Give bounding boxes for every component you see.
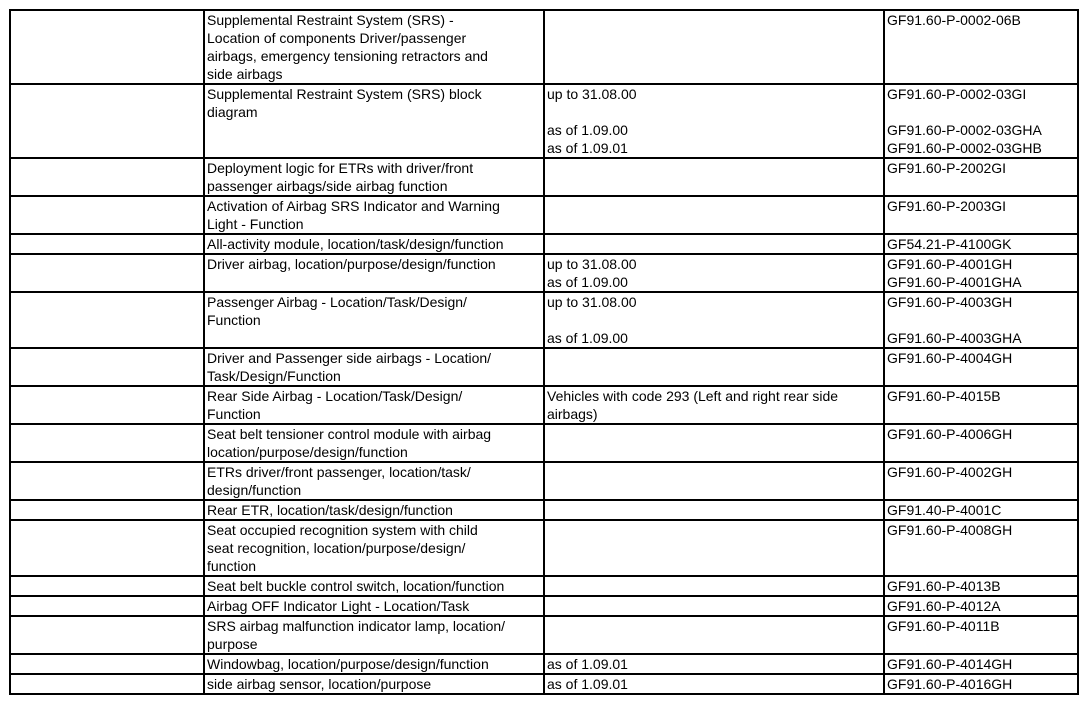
description-cell: Seat occupied recognition system with child seat recognition, location/purpose/design/ function xyxy=(204,520,544,576)
description-cell: Rear ETR, location/task/design/function xyxy=(204,500,544,520)
document-number-cell: GF91.60-P-4013B xyxy=(884,576,1078,596)
table-row xyxy=(10,616,1078,654)
description-cell: All-activity module, location/task/design/function xyxy=(204,234,544,254)
condition-cell xyxy=(544,596,884,616)
table-row xyxy=(10,10,1078,84)
blank-cell xyxy=(10,576,204,596)
document-number-cell: GF91.40-P-4001C xyxy=(884,500,1078,520)
table-row xyxy=(10,654,1078,674)
description-cell: ETRs driver/front passenger, location/task/ design/function xyxy=(204,462,544,500)
description-cell: Seat belt tensioner control module with airbag location/purpose/design/function xyxy=(204,424,544,462)
condition-cell: as of 1.09.01 xyxy=(544,654,884,674)
table-row xyxy=(10,576,1078,596)
description-cell: Passenger Airbag - Location/Task/Design/ Function xyxy=(204,292,544,348)
table-row xyxy=(10,500,1078,520)
description-cell: Windowbag, location/purpose/design/function xyxy=(204,654,544,674)
document-reference-table xyxy=(9,9,1079,695)
table-body xyxy=(10,10,1078,694)
document-number-cell: GF91.60-P-4016GH xyxy=(884,674,1078,694)
document-number-cell: GF91.60-P-4002GH xyxy=(884,462,1078,500)
description-cell: Seat belt buckle control switch, location/function xyxy=(204,576,544,596)
document-number-cell: GF91.60-P-4011B xyxy=(884,616,1078,654)
description-cell: Deployment logic for ETRs with driver/front passenger airbags/side airbag function xyxy=(204,158,544,196)
blank-cell xyxy=(10,386,204,424)
condition-cell xyxy=(544,576,884,596)
document-number-cell: GF91.60-P-0002-03GI GF91.60-P-0002-03GHA GF91.60-P-0002-03GHB xyxy=(884,84,1078,158)
table-row xyxy=(10,674,1078,694)
document-number-cell: GF91.60-P-4004GH xyxy=(884,348,1078,386)
blank-cell xyxy=(10,520,204,576)
condition-cell xyxy=(544,348,884,386)
table-row xyxy=(10,596,1078,616)
description-cell: Rear Side Airbag - Location/Task/Design/ Function xyxy=(204,386,544,424)
document-number-cell: GF91.60-P-0002-06B xyxy=(884,10,1078,84)
document-number-cell: GF91.60-P-4008GH xyxy=(884,520,1078,576)
blank-cell xyxy=(10,462,204,500)
blank-cell xyxy=(10,292,204,348)
document-number-cell: GF91.60-P-4012A xyxy=(884,596,1078,616)
blank-cell xyxy=(10,196,204,234)
condition-cell: Vehicles with code 293 (Left and right rear side airbags) xyxy=(544,386,884,424)
document-number-cell: GF91.60-P-4014GH xyxy=(884,654,1078,674)
description-cell: Supplemental Restraint System (SRS) - Location of components Driver/passenger airbags, emergency tensioning retractors and side airbags xyxy=(204,10,544,84)
blank-cell xyxy=(10,616,204,654)
document-number-cell: GF54.21-P-4100GK xyxy=(884,234,1078,254)
document-number-cell: GF91.60-P-4003GH GF91.60-P-4003GHA xyxy=(884,292,1078,348)
blank-cell xyxy=(10,234,204,254)
table-row xyxy=(10,520,1078,576)
blank-cell xyxy=(10,424,204,462)
description-cell: Driver and Passenger side airbags - Location/ Task/Design/Function xyxy=(204,348,544,386)
document-number-cell: GF91.60-P-2003GI xyxy=(884,196,1078,234)
table-row xyxy=(10,386,1078,424)
blank-cell xyxy=(10,84,204,158)
condition-cell: up to 31.08.00 as of 1.09.00 xyxy=(544,292,884,348)
condition-cell: up to 31.08.00 as of 1.09.00 as of 1.09.01 xyxy=(544,84,884,158)
blank-cell xyxy=(10,596,204,616)
document-number-cell: GF91.60-P-4006GH xyxy=(884,424,1078,462)
blank-cell xyxy=(10,500,204,520)
condition-cell xyxy=(544,196,884,234)
blank-cell xyxy=(10,348,204,386)
blank-cell xyxy=(10,254,204,292)
table-row xyxy=(10,292,1078,348)
document-number-cell: GF91.60-P-2002GI xyxy=(884,158,1078,196)
description-cell: Supplemental Restraint System (SRS) block diagram xyxy=(204,84,544,158)
description-cell: Activation of Airbag SRS Indicator and Warning Light - Function xyxy=(204,196,544,234)
table-row xyxy=(10,84,1078,158)
condition-cell xyxy=(544,10,884,84)
table-row xyxy=(10,196,1078,234)
blank-cell xyxy=(10,158,204,196)
condition-cell xyxy=(544,234,884,254)
document-number-cell: GF91.60-P-4001GH GF91.60-P-4001GHA xyxy=(884,254,1078,292)
table-row xyxy=(10,254,1078,292)
blank-cell xyxy=(10,10,204,84)
table-row xyxy=(10,158,1078,196)
condition-cell xyxy=(544,500,884,520)
blank-cell xyxy=(10,654,204,674)
description-cell: Driver airbag, location/purpose/design/function xyxy=(204,254,544,292)
condition-cell: up to 31.08.00 as of 1.09.00 xyxy=(544,254,884,292)
table-row xyxy=(10,234,1078,254)
description-cell: side airbag sensor, location/purpose xyxy=(204,674,544,694)
table-row xyxy=(10,424,1078,462)
description-cell: SRS airbag malfunction indicator lamp, location/ purpose xyxy=(204,616,544,654)
document-number-cell: GF91.60-P-4015B xyxy=(884,386,1078,424)
table-row xyxy=(10,462,1078,500)
condition-cell xyxy=(544,616,884,654)
table-row xyxy=(10,348,1078,386)
condition-cell xyxy=(544,158,884,196)
blank-cell xyxy=(10,674,204,694)
description-cell: Airbag OFF Indicator Light - Location/Task xyxy=(204,596,544,616)
condition-cell xyxy=(544,520,884,576)
condition-cell: as of 1.09.01 xyxy=(544,674,884,694)
condition-cell xyxy=(544,462,884,500)
condition-cell xyxy=(544,424,884,462)
